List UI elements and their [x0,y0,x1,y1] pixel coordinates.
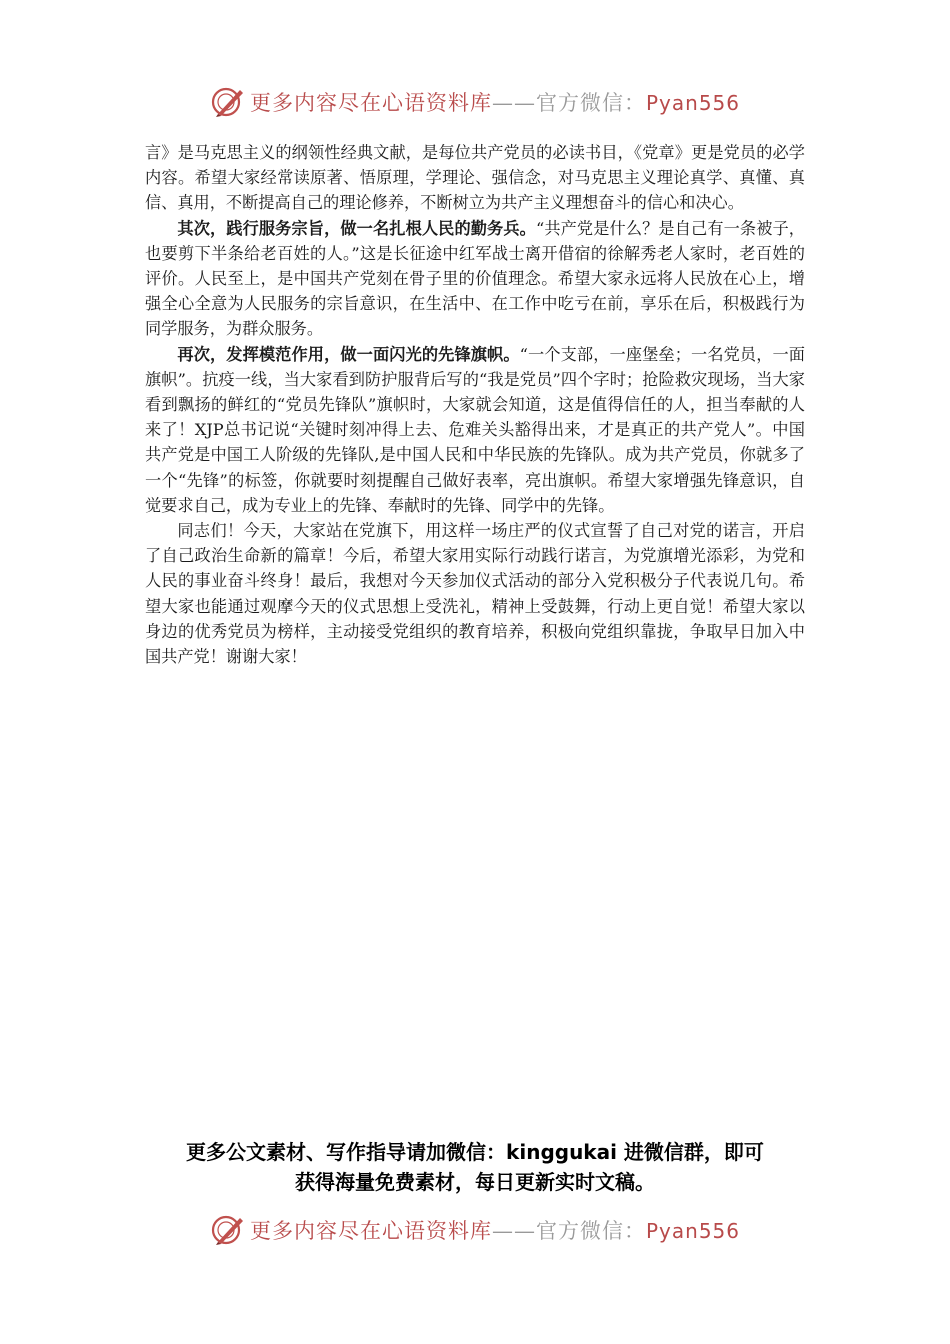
footer-watermark [0,1210,950,1250]
paragraph-2-heading: 其次，践行服务宗旨，做一名扎根人民的勤务兵。 [177,218,536,238]
watermark-text [250,1215,740,1245]
watermark-wechat-id: Pyan556 [645,91,740,115]
paragraph-3 [145,342,805,518]
paragraph-1: 言》是马克思主义的纲领性经典文献，是每位共产党员的必读书目，《党章》更是党员的必学内容。希望大家经常读原著、悟原理，学理论、强信念，对马克思主义理论真学、真懂、真信、真用，不断提高自己的理论修养，不断树立为共产主义理想奋斗的信心和决心。 [145,143,805,213]
watermark-dash: —— [491,91,536,115]
promo-line-1: 更多公文素材、写作指导请加微信：kinggukai 进微信群，即可 [186,1140,764,1164]
paragraph-2 [145,216,805,342]
watermark-label: 官方微信： [535,1219,646,1243]
document-body [145,140,805,669]
header-watermark [0,82,950,122]
watermark-wechat-id: Pyan556 [645,1219,740,1243]
paragraph-3-text: “一个支部，一座堡垒；一名党员，一面旗帜”。抗疫一线，当大家看到防护服背后写的“我是党员”四个字时；抢险救灾现场，当大家看到飘扬的鲜红的“党员先锋队”旗帜时，大家就会知道，这是值得信任的人，担当奉献的人来了！XJP总书记说“关键时刻冲得上去、危难关头豁得出来，才是真正的共产党人”。中国共产党是中国工人阶级的先锋队,是中国人民和中华民族的先锋队。成为共产党员，你就多了一个“先锋”的标签，你就要时刻提醒自己做好表率，亮出旗帜。希望大家增强先锋意识，自觉要求自己，成为专业上的先锋、奉献时的先锋、同学中的先锋。 [145,344,805,515]
watermark-brand: 更多内容尽在心语资料库 [249,1219,492,1243]
pen-logo-icon [210,84,246,120]
paragraph-4: 同志们！今天，大家站在党旗下，用这样一场庄严的仪式宣誓了自己对党的诺言，开启了自己政治生命新的篇章！今后，希望大家用实际行动践行诺言，为党旗增光添彩，为党和人民的事业奋斗终身！最后，我想对今天参加仪式活动的部分入党积极分子代表说几句。希望大家也能通过观摩今天的仪式思想上受洗礼，精神上受鼓舞，行动上更自觉！希望大家以身边的优秀党员为榜样，主动接受党组织的教育培养，积极向党组织靠拢，争取早日加入中国共产党！谢谢大家！ [145,521,805,667]
watermark-label: 官方微信： [535,91,646,115]
paragraph-3-heading: 再次，发挥模范作用，做一面闪光的先锋旗帜。 [177,344,520,364]
watermark-dash: —— [491,1219,536,1243]
pen-logo-icon [210,1212,246,1248]
promo-line-2: 获得海量免费素材，每日更新实时文稿。 [295,1170,655,1194]
watermark-brand: 更多内容尽在心语资料库 [249,91,492,115]
promo-block [0,1137,950,1197]
paragraph-2-text: “共产党是什么？是自己有一条被子，也要剪下半条给老百姓的人。”这是长征途中红军战士离开借宿的徐解秀老人家时，老百姓的评价。人民至上，是中国共产党刻在骨子里的价值理念。希望大家永远将人民放在心上，增强全心全意为人民服务的宗旨意识，在生活中、在工作中吃亏在前，享乐在后，积极践行为同学服务，为群众服务。 [145,218,805,339]
watermark-text [250,87,740,117]
